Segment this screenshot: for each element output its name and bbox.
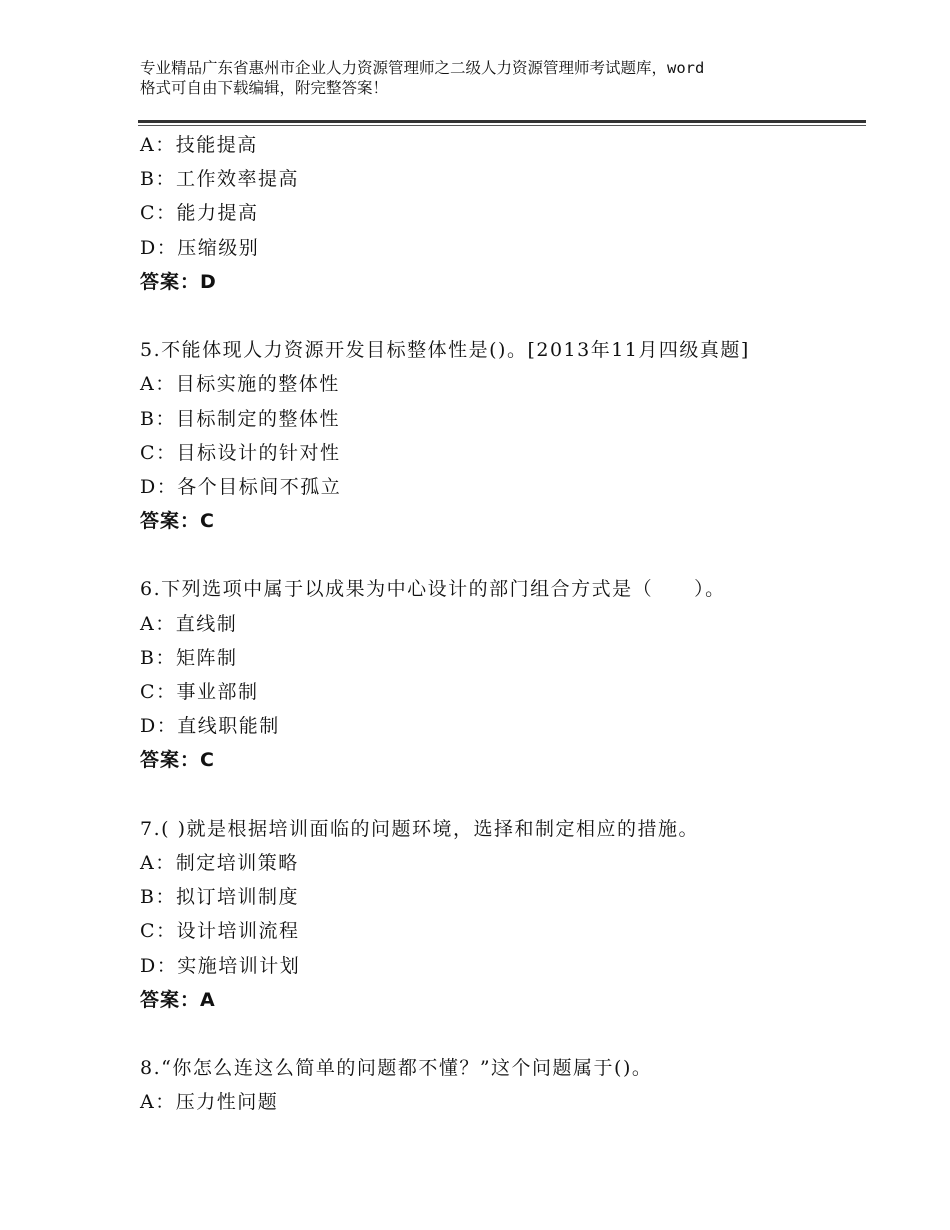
option-a: A：目标实施的整体性 [140, 373, 340, 396]
header-rule-thick [138, 120, 866, 123]
option-a: A：制定培训策略 [140, 851, 299, 874]
header-rule-thin [138, 125, 866, 126]
answer: 答案：A [140, 988, 216, 1011]
answer: 答案：D [140, 270, 217, 293]
question-block-5 [140, 333, 860, 538]
question-text: 8.“你怎么连这么简单的问题都不懂？”这个问题属于()。 [140, 1057, 653, 1080]
question-text: 7.( )就是根据培训面临的问题环境，选择和制定相应的措施。 [140, 817, 699, 840]
question-text: 6.下列选项中属于以成果为中心设计的部门组合方式是（ ）。 [140, 578, 726, 601]
option-d: D：各个目标间不孤立 [140, 475, 342, 498]
question-block-4 [140, 128, 860, 299]
question-block-6 [140, 572, 860, 777]
option-a: A：直线制 [140, 612, 238, 635]
option-b: B：矩阵制 [140, 646, 238, 669]
answer: 答案：C [140, 749, 215, 772]
option-c: C：事业部制 [140, 681, 259, 703]
option-c: C：能力提高 [140, 202, 259, 225]
question-block-7 [140, 812, 860, 1017]
question-list [140, 128, 860, 1119]
header-line-2: 格式可自由下载编辑，附完整答案！ [140, 79, 389, 97]
option-d: D：压缩级别 [140, 236, 260, 259]
option-a: A：压力性问题 [140, 1091, 279, 1114]
option-d: D：实施培训计划 [140, 954, 301, 977]
answer: 答案：C [140, 510, 215, 533]
option-a: A：技能提高 [140, 134, 258, 156]
header-line-1: 专业精品广东省惠州市企业人力资源管理师之二级人力资源管理师考试题库，word [140, 59, 705, 77]
option-d: D：直线职能制 [140, 715, 280, 738]
question-text: 5.不能体现人力资源开发目标整体性是()。[2013年11月四级真题] [140, 339, 750, 362]
option-c: C：目标设计的针对性 [140, 441, 341, 464]
option-b: B：工作效率提高 [140, 168, 299, 191]
document-header [140, 58, 840, 98]
question-block-8 [140, 1051, 860, 1119]
option-b: B：拟订培训制度 [140, 886, 299, 909]
option-c: C：设计培训流程 [140, 920, 300, 943]
option-b: B：目标制定的整体性 [140, 407, 340, 430]
